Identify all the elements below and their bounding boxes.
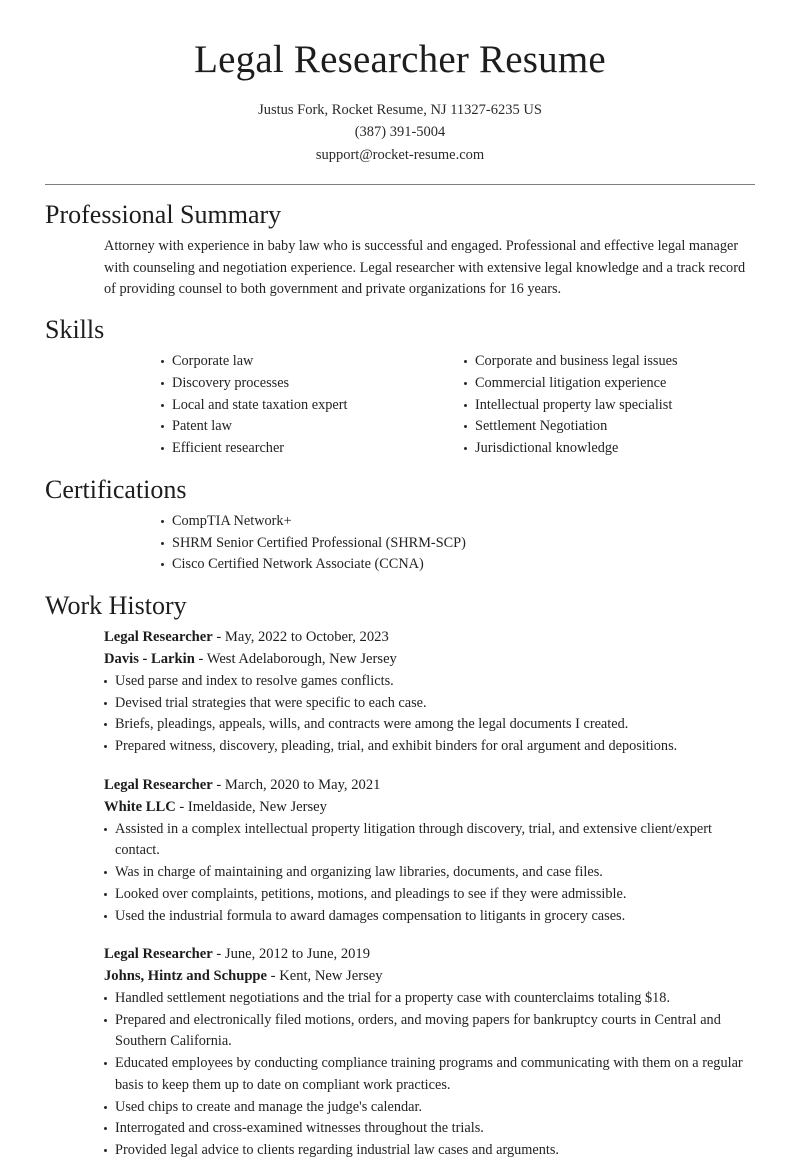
skills-grid [45, 351, 755, 460]
contact-email: support@rocket-resume.com [315, 146, 485, 163]
summary-body [45, 236, 755, 299]
work-history-entry [104, 944, 747, 1162]
section-certifications [45, 474, 755, 576]
list-item: Was in charge of maintaining and organizing law libraries, documents, and case files. [104, 862, 747, 884]
job-company-line [104, 966, 747, 988]
job-location: - Imeldaside, New Jersey [175, 798, 327, 815]
list-item: Used chips to create and manage the judge's calendar. [104, 1097, 747, 1119]
section-work-history [45, 590, 755, 1162]
summary-text: Attorney with experience in baby law who is successful and engaged. Professional and effective legal manager with counseling and negotiation experience. Legal researcher with extensive legal knowledge and a track record of providing counsel to both government and private organizations for 16 years. [104, 238, 746, 297]
list-item: Briefs, pleadings, appeals, wills, and contracts were among the legal documents I created. [104, 714, 747, 736]
list-item: Corporate law [161, 351, 454, 373]
job-company: White LLC [104, 798, 176, 815]
list-item: Jurisdictional knowledge [464, 438, 747, 460]
list-item: Prepared and electronically filed motions, orders, and moving papers for bankruptcy courts in Central and Southern California. [104, 1010, 747, 1053]
job-dates: - May, 2022 to October, 2023 [212, 629, 389, 646]
job-role: Legal Researcher [104, 629, 213, 646]
work-history-body [45, 627, 755, 1162]
list-item: Interrogated and cross-examined witnesses throughout the trials. [104, 1118, 747, 1140]
section-professional-summary [45, 199, 755, 300]
job-role: Legal Researcher [104, 946, 213, 963]
contact-block [45, 99, 755, 166]
job-location: - West Adelaborough, New Jersey [194, 651, 397, 668]
section-title-work-history: Work History [45, 591, 187, 621]
list-item: Patent law [161, 416, 454, 438]
list-item: CompTIA Network+ [161, 511, 747, 533]
list-item: Devised trial strategies that were specific to each case. [104, 693, 747, 715]
list-item: Assisted in a complex intellectual property litigation through discovery, trial, and extensive client/expert contact. [104, 819, 747, 862]
list-item: Handled settlement negotiations and the trial for a property case with counterclaims totaling $18. [104, 988, 747, 1010]
job-role-line [104, 775, 747, 797]
list-item: Used the industrial formula to award damages compensation to litigants in grocery cases. [104, 906, 747, 928]
certifications-body [45, 511, 755, 576]
job-location: - Kent, New Jersey [267, 968, 383, 985]
list-item: Intellectual property law specialist [464, 395, 747, 417]
list-item: Prepared witness, discovery, pleading, trial, and exhibit binders for oral argument and depositions. [104, 736, 747, 758]
job-company: Davis - Larkin [104, 651, 195, 668]
list-item: Cisco Certified Network Associate (CCNA) [161, 554, 747, 576]
section-title-skills: Skills [45, 314, 105, 344]
job-role-line [104, 627, 747, 649]
job-bullet-list [104, 988, 747, 1162]
page-title: Legal Researcher Resume [194, 38, 606, 81]
skills-list-right [464, 351, 747, 460]
list-item: SHRM Senior Certified Professional (SHRM-SCP) [161, 533, 747, 555]
job-bullet-list [104, 819, 747, 928]
job-bullet-list [104, 671, 747, 758]
section-skills [45, 314, 755, 460]
list-item: Provided legal advice to clients regarding industrial law cases and arguments. [104, 1140, 747, 1162]
skills-column-left [161, 351, 454, 460]
work-history-entry [104, 775, 747, 927]
list-item: Efficient researcher [161, 438, 454, 460]
list-item: Used parse and index to resolve games conflicts. [104, 671, 747, 693]
header-divider [45, 184, 755, 185]
resume-page [0, 38, 800, 1162]
job-dates: - June, 2012 to June, 2019 [212, 946, 371, 963]
list-item: Looked over complaints, petitions, motions, and pleadings to see if they were admissible. [104, 884, 747, 906]
list-item: Corporate and business legal issues [464, 351, 747, 373]
list-item: Local and state taxation expert [161, 395, 454, 417]
certifications-list [161, 511, 747, 576]
job-role: Legal Researcher [104, 776, 213, 793]
job-company: Johns, Hintz and Schuppe [104, 968, 268, 985]
skills-list-left [161, 351, 454, 460]
list-item: Settlement Negotiation [464, 416, 747, 438]
section-title-summary: Professional Summary [45, 200, 282, 230]
list-item: Discovery processes [161, 373, 454, 395]
job-dates: - March, 2020 to May, 2021 [212, 776, 381, 793]
section-title-certifications: Certifications [45, 474, 187, 504]
job-company-line [104, 797, 747, 819]
list-item: Commercial litigation experience [464, 373, 747, 395]
contact-address: Justus Fork, Rocket Resume, NJ 11327-6235 US [258, 101, 542, 118]
job-role-line [104, 944, 747, 966]
contact-phone: (387) 391-5004 [354, 124, 446, 141]
work-history-entry [104, 627, 747, 758]
job-company-line [104, 649, 747, 671]
list-item: Educated employees by conducting compliance training programs and communicating with them on a regular basis to keep them up to date on compliant work practices. [104, 1053, 747, 1096]
skills-column-right [454, 351, 747, 460]
